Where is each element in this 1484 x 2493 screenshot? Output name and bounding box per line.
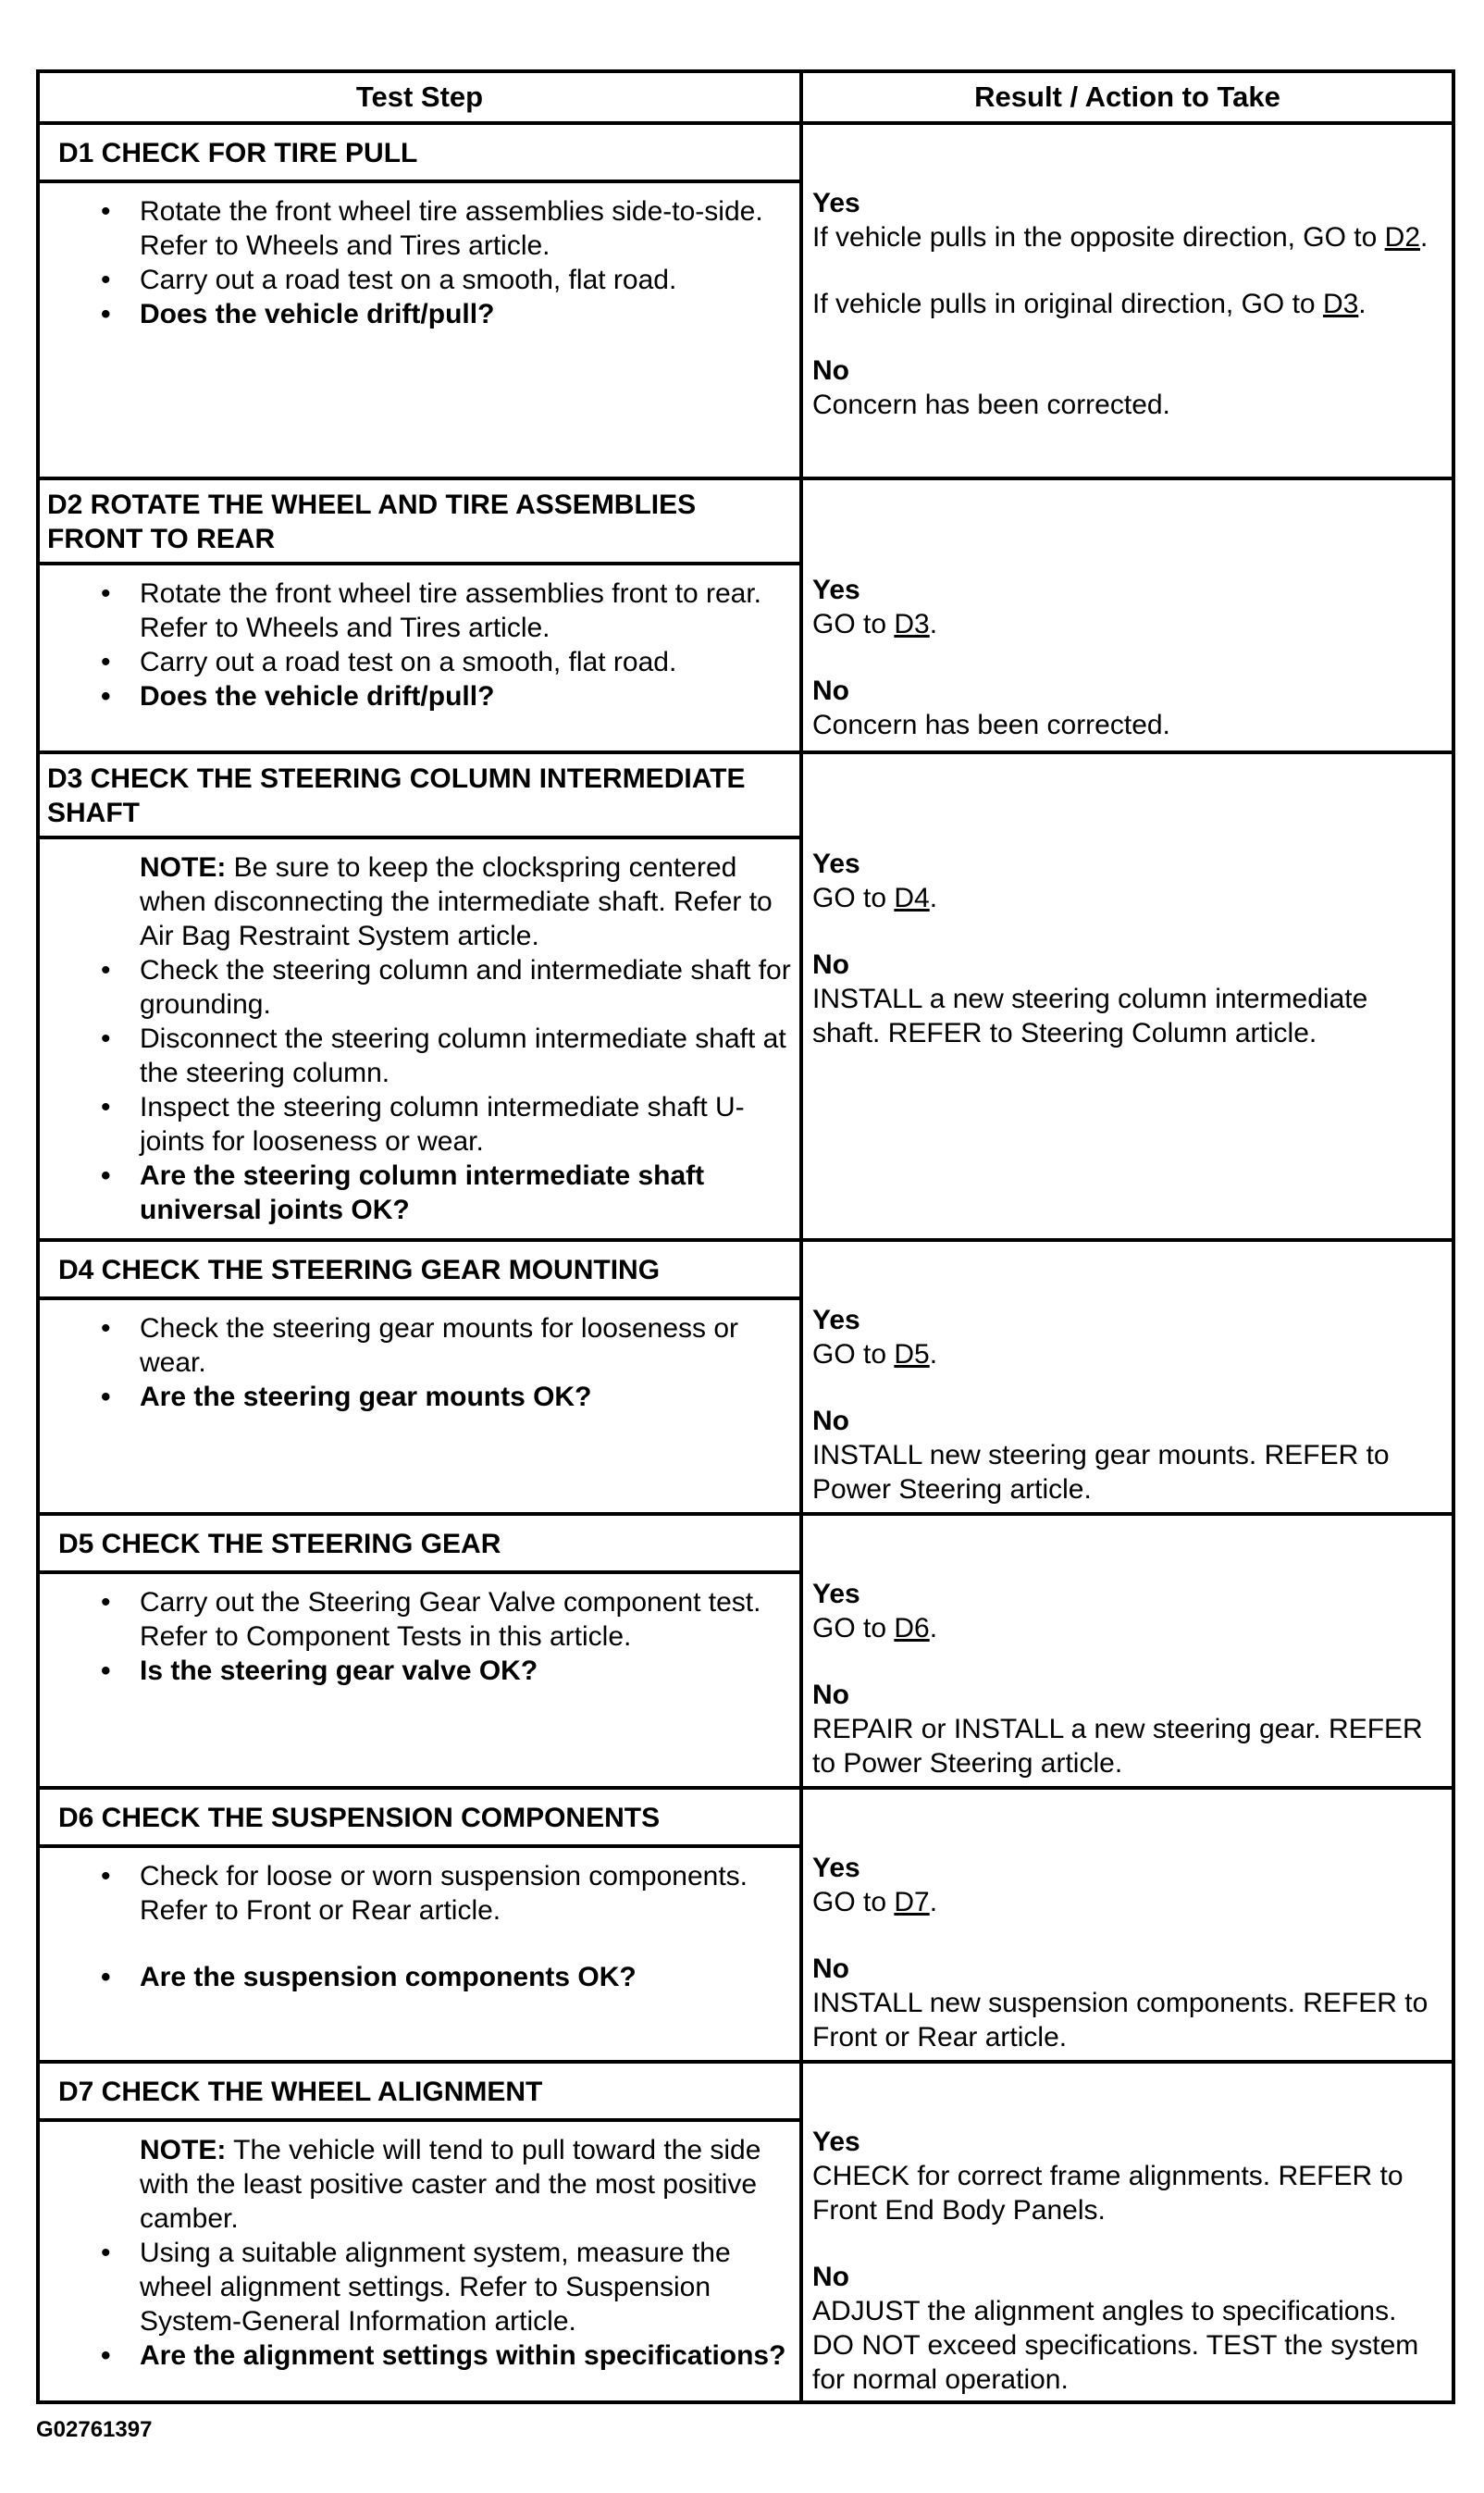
test-step-cell <box>38 123 801 478</box>
yes-label: Yes <box>812 2127 860 2157</box>
result-cell <box>801 1514 1453 1788</box>
list-item: • Check the steering column and intermediate shaft for grounding. <box>101 955 791 1020</box>
step-title: D5 CHECK THE STEERING GEAR <box>40 1516 799 1574</box>
test-step-cell <box>38 478 801 752</box>
list-item: • Does the vehicle drift/pull? <box>101 681 495 712</box>
yes-action: GO to D6. <box>812 1613 938 1643</box>
list-item: • Is the steering gear valve OK? <box>101 1656 538 1686</box>
step-body <box>40 839 799 1238</box>
yes-action: GO to D5. <box>812 1339 938 1370</box>
note-item: NOTE: The vehicle will tend to pull toward the side with the least positive caster and the most positive camber. <box>140 2135 761 2234</box>
step-body <box>40 1848 799 2005</box>
table-row <box>38 1788 1453 2062</box>
goto-link[interactable]: D4 <box>894 883 930 913</box>
table-row <box>38 2062 1453 2402</box>
list-item: • Inspect the steering column intermediate shaft U-joints for looseness or wear. <box>101 1092 745 1157</box>
goto-link[interactable]: D3 <box>1322 289 1359 319</box>
note-item: NOTE: Be sure to keep the clockspring centered when disconnecting the intermediate shaft. Refer to Air Bag Restraint System article. <box>140 852 773 951</box>
no-label: No <box>812 949 849 980</box>
no-action: ADJUST the alignment angles to specifications. DO NOT exceed specifications. TEST the system for normal operation. <box>812 2296 1419 2395</box>
step-body <box>40 565 799 725</box>
list-item: • Rotate the front wheel tire assemblies side-to-side. Refer to Wheels and Tires article. <box>101 196 763 261</box>
yes-label: Yes <box>812 1579 860 1609</box>
list-item: • Are the suspension components OK? <box>101 1962 637 1992</box>
yes-label: Yes <box>812 1853 860 1883</box>
step-title: D1 CHECK FOR TIRE PULL <box>40 125 799 183</box>
step-body <box>40 2122 799 2384</box>
table-row <box>38 752 1453 1240</box>
goto-link[interactable]: D6 <box>894 1613 930 1643</box>
yes-action: If vehicle pulls in original direction, GO to D3. <box>812 289 1367 319</box>
figure-id: G02761397 <box>36 2417 153 2442</box>
test-step-cell <box>38 752 801 1240</box>
no-label: No <box>812 1953 849 1984</box>
yes-action: GO to D4. <box>812 883 938 913</box>
list-item: • Are the steering gear mounts OK? <box>101 1382 592 1412</box>
list-item: • Carry out a road test on a smooth, flat road. <box>101 265 677 295</box>
list-item: • Rotate the front wheel tire assemblies front to rear. Refer to Wheels and Tires article. <box>101 578 761 643</box>
test-step-cell <box>38 1788 801 2062</box>
no-label: No <box>812 1680 849 1710</box>
goto-link[interactable]: D7 <box>894 1887 930 1917</box>
yes-label: Yes <box>812 1305 860 1335</box>
table-row <box>38 123 1453 478</box>
step-body <box>40 1300 799 1425</box>
no-action: Concern has been corrected. <box>812 710 1170 740</box>
goto-link[interactable]: D5 <box>894 1339 930 1370</box>
yes-label: Yes <box>812 575 860 605</box>
no-action: REPAIR or INSTALL a new steering gear. REFER to Power Steering article. <box>812 1714 1423 1779</box>
no-action: INSTALL new suspension components. REFER to Front or Rear article. <box>812 1988 1428 2053</box>
step-title: D6 CHECK THE SUSPENSION COMPONENTS <box>40 1790 799 1848</box>
step-body <box>40 1574 799 1699</box>
yes-action: CHECK for correct frame alignments. REFER to Front End Body Panels. <box>812 2161 1404 2226</box>
test-step-cell <box>38 1514 801 1788</box>
list-item: • Are the alignment settings within specifications? <box>101 2340 786 2371</box>
step-title: D3 CHECK THE STEERING COLUMN INTERMEDIATE SHAFT <box>40 754 799 839</box>
result-cell <box>801 752 1453 1240</box>
no-action: INSTALL new steering gear mounts. REFER to Power Steering article. <box>812 1440 1390 1505</box>
goto-link[interactable]: D2 <box>1384 222 1421 253</box>
no-action: Concern has been corrected. <box>812 390 1170 420</box>
list-item: • Check the steering gear mounts for looseness or wear. <box>101 1313 739 1378</box>
no-label: No <box>812 1406 849 1436</box>
yes-action: If vehicle pulls in the opposite direction, GO to D2. <box>812 222 1428 253</box>
table-row <box>38 478 1453 752</box>
no-action: INSTALL a new steering column intermediate shaft. REFER to Steering Column article. <box>812 984 1368 1048</box>
result-cell <box>801 1240 1453 1514</box>
yes-label: Yes <box>812 188 860 218</box>
yes-label: Yes <box>812 849 860 879</box>
result-cell <box>801 123 1453 478</box>
list-item: • Disconnect the steering column intermediate shaft at the steering column. <box>101 1023 786 1088</box>
no-label: No <box>812 676 849 706</box>
list-item: • Check for loose or worn suspension components. Refer to Front or Rear article. <box>101 1861 748 1926</box>
yes-action: GO to D7. <box>812 1887 938 1917</box>
header-result-action: Result / Action to Take <box>801 71 1453 123</box>
table-header-row <box>38 71 1453 123</box>
list-item: • Are the steering column intermediate shaft universal joints OK? <box>101 1160 705 1225</box>
step-body <box>40 183 799 342</box>
table-row <box>38 1514 1453 1788</box>
list-item: • Carry out a road test on a smooth, flat road. <box>101 647 677 677</box>
result-cell <box>801 2062 1453 2402</box>
list-item: • Using a suitable alignment system, measure the wheel alignment settings. Refer to Suspension System-General Information article. <box>101 2238 731 2337</box>
step-title: D2 ROTATE THE WHEEL AND TIRE ASSEMBLIES FRONT TO REAR <box>40 480 799 565</box>
step-title: D7 CHECK THE WHEEL ALIGNMENT <box>40 2064 799 2122</box>
no-label: No <box>812 355 849 386</box>
diagnostic-table <box>36 69 1455 2404</box>
list-item: • Carry out the Steering Gear Valve component test. Refer to Component Tests in this article. <box>101 1587 761 1652</box>
test-step-cell <box>38 2062 801 2402</box>
goto-link[interactable]: D3 <box>894 609 930 639</box>
no-label: No <box>812 2262 849 2292</box>
result-cell <box>801 1788 1453 2062</box>
list-item: • Does the vehicle drift/pull? <box>101 299 495 329</box>
result-cell <box>801 478 1453 752</box>
test-step-cell <box>38 1240 801 1514</box>
yes-action: GO to D3. <box>812 609 938 639</box>
table-row <box>38 1240 1453 1514</box>
header-test-step: Test Step <box>38 71 801 123</box>
step-title: D4 CHECK THE STEERING GEAR MOUNTING <box>40 1242 799 1300</box>
